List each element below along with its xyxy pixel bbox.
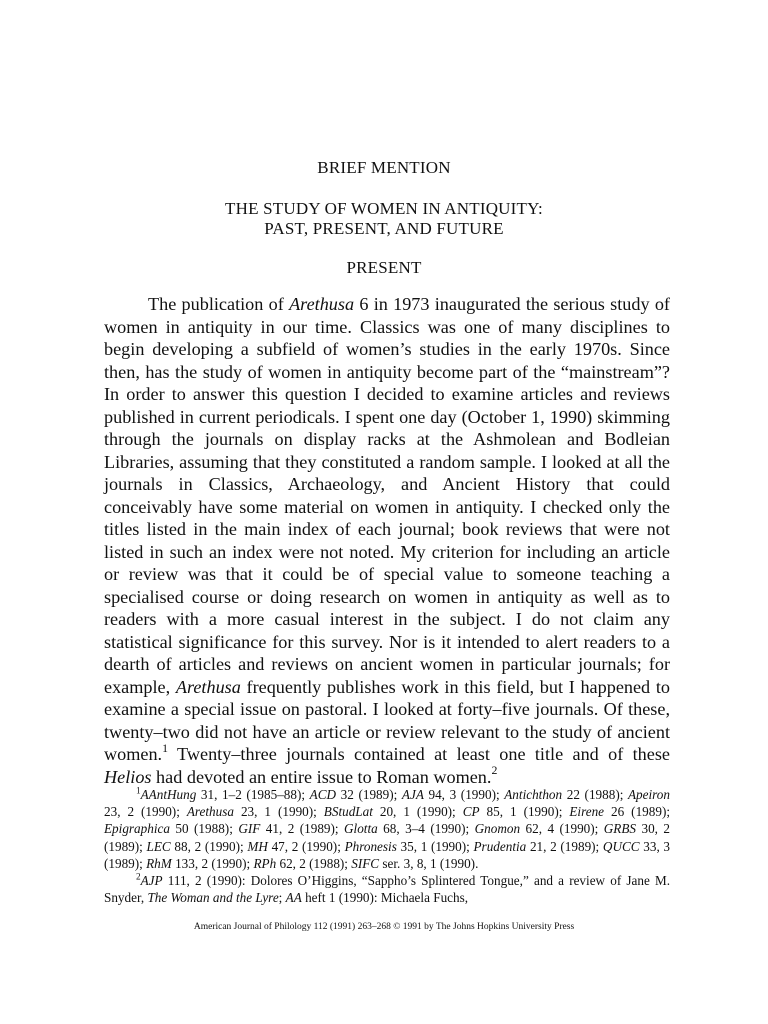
- footnote-text-run: 47, 2 (1990);: [267, 838, 345, 854]
- journal-abbrev: Phronesis: [344, 838, 397, 854]
- journal-abbrev: Gnomon: [474, 821, 521, 837]
- footnote-ref-2: 2: [491, 763, 498, 778]
- footnote-text-run: ser. 3, 8, 1 (1990).: [379, 855, 479, 871]
- journal-abbrev: MH: [247, 838, 268, 854]
- footnote-text-run: 111, 2 (1990): Dolores O’Higgins, “Sappho’s Splintered Tongue,” and a review of Jane M. Snyder,: [104, 873, 670, 906]
- journal-abbrev: GRBS: [603, 821, 637, 837]
- text-run: had devoted an entire issue to Roman women.: [151, 766, 492, 787]
- body-text: [104, 293, 670, 788]
- footnote-text-run: 88, 2 (1990);: [170, 838, 248, 854]
- journal-abbrev: AJP: [140, 873, 163, 889]
- journal-abbrev: Arethusa: [186, 804, 234, 820]
- footnote-text-run: 22 (1988);: [562, 787, 628, 802]
- article-title-line-1: THE STUDY OF WOMEN IN ANTIQUITY:: [225, 199, 543, 218]
- footnote-1: [104, 786, 670, 872]
- journal-title: Arethusa: [289, 294, 355, 314]
- footnote-text-run: 32 (1989);: [336, 787, 402, 802]
- footnote-text-run: 21, 2 (1989);: [526, 838, 603, 854]
- footnote-text-run: 50 (1988);: [169, 821, 239, 837]
- text-run: frequently publishes work in this field, but I happened to examine a special issue on pastoral. I looked at forty–five journals. Of these, twenty–two did not have an article or review relevant to the study of ancient women.: [104, 676, 670, 764]
- journal-abbrev: ACD: [309, 787, 337, 802]
- footnote-text-run: 30, 2 (1989);: [104, 821, 670, 854]
- footnote-text-run: 35, 1 (1990);: [396, 838, 474, 854]
- journal-abbrev: QUCC: [602, 838, 640, 854]
- footnote-mark: 1: [136, 785, 141, 796]
- journal-abbrev: GIF: [238, 821, 261, 837]
- journal-abbrev: LEC: [146, 838, 171, 854]
- footnote-text-run: 62, 4 (1990);: [520, 821, 604, 837]
- footnote-text-run: ;: [278, 890, 286, 906]
- footnote-text-run: 23, 1 (1990);: [233, 804, 324, 820]
- journal-abbrev: RPh: [253, 855, 277, 871]
- footnote-text-run: 62, 2 (1988);: [276, 855, 352, 871]
- footnote-mark: 2: [136, 871, 141, 882]
- section-heading: BRIEF MENTION: [317, 158, 451, 177]
- journal-abbrev: AJA: [401, 787, 424, 802]
- journal-abbrev: CP: [462, 804, 480, 820]
- footnote-text-run: 23, 2 (1990);: [104, 804, 187, 820]
- journal-abbrev: The Woman and the Lyre: [147, 890, 279, 906]
- subsection-heading: PRESENT: [346, 258, 422, 277]
- journal-abbrev: Antichthon: [504, 787, 563, 802]
- footnote-2: [104, 872, 670, 906]
- journal-abbrev: AA: [285, 890, 302, 906]
- footnote-ref-1: 1: [162, 740, 169, 755]
- body-paragraph: [104, 293, 670, 788]
- journal-abbrev: Apeiron: [628, 787, 670, 802]
- page-footer: American Journal of Philology 112 (1991) 263–268 © 1991 by The Johns Hopkins University Press: [193, 922, 575, 932]
- footnote-text-run: 26 (1989);: [604, 804, 671, 820]
- footnote-text-run: 68, 3–4 (1990);: [377, 821, 475, 837]
- footnote-text-run: 20, 1 (1990);: [372, 804, 463, 820]
- article-title-line-2: PAST, PRESENT, AND FUTURE: [264, 219, 504, 238]
- footnote-text-run: 33, 3 (1989);: [104, 838, 671, 871]
- footnote-1-text: [104, 787, 670, 871]
- journal-abbrev: BStudLat: [323, 804, 373, 820]
- footnote-text-run: 133, 2 (1990);: [171, 855, 254, 871]
- footnote-text-run: 41, 2 (1989);: [260, 821, 345, 837]
- journal-abbrev: Eirene: [569, 804, 605, 820]
- footnote-text-run: 85, 1 (1990);: [479, 804, 570, 820]
- journal-title: Arethusa: [175, 676, 241, 697]
- text-run: 6 in 1973 inaugurated the serious study of women in antiquity in our time. Classics was one of many disciplines to begin developing a subfield of women’s studies in the early 1970s. Since then, has the study of women in antiquity become part of the “mainstream”? In order to answer this question I decided to examine articles and reviews published in current periodicals. I spent one day (October 1, 1990) skimming through the journals on display racks at the Ashmolean and Bodleian Libraries, assuming that they constituted a random sample. I looked at all the journals in Classics, Archaeology, and Ancient History that could conceivably have some material on women in antiquity. I checked only the titles listed in the main index of each journal; book reviews that were not listed in such an index were not noted. My criterion for including an article or review was that it could be of special value to someone teaching a specialised course or doing research on women in antiquity as well as to readers with a more casual interest in the subject. I do not claim any statistical significance for this survey. Nor is it intended to alert readers to a dearth of articles and reviews on ancient women in particular journals; for example,: [104, 294, 670, 697]
- footnotes: [104, 786, 670, 906]
- text-run: The publication of: [148, 294, 290, 314]
- journal-title: Helios: [104, 766, 152, 787]
- footnote-text-run: 94, 3 (1990);: [423, 787, 505, 802]
- journal-abbrev: AAntHung: [140, 787, 197, 802]
- journal-abbrev: Glotta: [344, 821, 378, 837]
- journal-abbrev: SIFC: [351, 855, 380, 871]
- footnote-text-run: 31, 1–2 (1985–88);: [196, 787, 310, 802]
- journal-abbrev: Prudentia: [473, 838, 527, 854]
- text-run: Twenty–three journals contained at least one title and of these: [168, 744, 670, 764]
- journal-abbrev: Epigraphica: [104, 821, 170, 837]
- footnote-2-text: [104, 873, 670, 905]
- footnote-text-run: heft 1 (1990): Michaela Fuchs,: [301, 890, 469, 906]
- journal-abbrev: RhM: [146, 855, 172, 871]
